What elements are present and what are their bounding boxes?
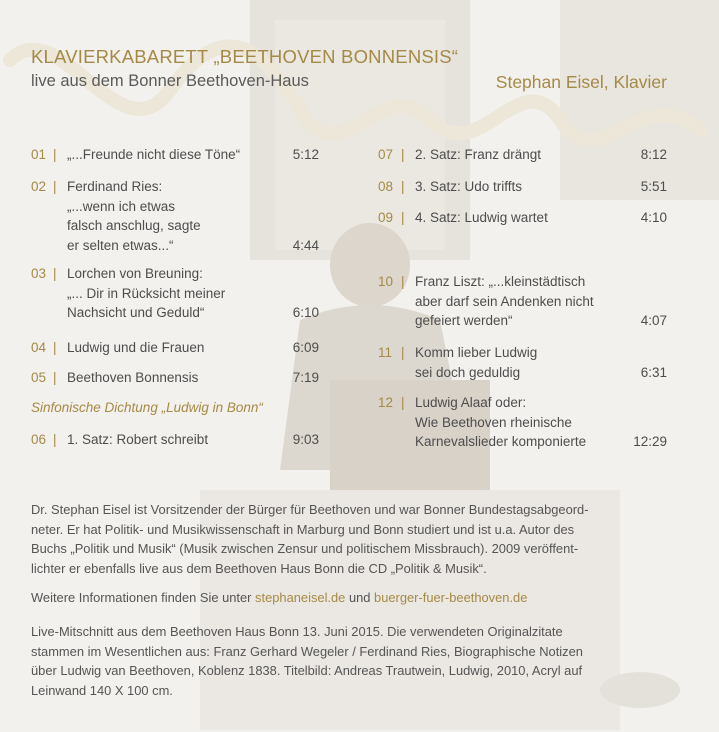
info-middle: und <box>345 590 375 605</box>
track-number: 02 <box>31 179 47 194</box>
track-title: 2. Satz: Franz drängt <box>415 147 542 162</box>
track-separator: | <box>53 432 57 447</box>
track-number: 04 <box>31 340 47 355</box>
track-duration: 9:03 <box>292 432 319 447</box>
track-number: 09 <box>378 210 394 225</box>
track-title: 3. Satz: Udo triffts <box>415 179 523 194</box>
track-title: Beethoven Bonnensis <box>67 370 199 385</box>
paragraph-line: neter. Er hat Politik- und Musikwissenschaft in Marburg und Bonn studiert und ist u.a. Autor des <box>31 521 575 537</box>
track-title: „...Freunde nicht diese Töne“ <box>67 147 241 162</box>
paragraph-line: Leinwand 140 X 100 cm. <box>31 682 173 698</box>
track-separator: | <box>401 147 405 162</box>
track-title: Franz Liszt: „...kleinstädtisch aber darf sein Andenken nicht gefeiert werden“ <box>415 274 594 328</box>
track-duration: 5:12 <box>292 147 319 162</box>
track-duration: 5:51 <box>640 179 667 194</box>
link-stephaneisel[interactable]: stephaneisel.de <box>255 590 346 605</box>
track-title: Ludwig und die Frauen <box>67 340 205 355</box>
bio-paragraph <box>31 500 671 578</box>
track-duration: 4:07 <box>640 313 667 328</box>
track-separator: | <box>401 274 405 289</box>
artist-credit: Stephan Eisel, Klavier <box>495 72 667 92</box>
track-separator: | <box>401 395 405 410</box>
track-separator: | <box>53 340 57 355</box>
track-duration: 4:10 <box>640 210 667 225</box>
track-duration: 6:10 <box>292 305 319 320</box>
paragraph-line: Live-Mitschnitt aus dem Beethoven Haus Bonn 13. Juni 2015. Die verwendeten Originalzitate <box>31 624 563 639</box>
track-duration: 6:09 <box>292 340 319 355</box>
paragraph-line: über Ludwig van Beethoven, Koblenz 1838. Titelbild: Andreas Trautwein, Ludwig, 2010, Acryl auf <box>31 663 583 679</box>
track-duration: 8:12 <box>640 147 667 162</box>
track-number: 08 <box>378 179 394 194</box>
track-title: Komm lieber Ludwig sei doch geduldig <box>415 345 538 380</box>
track-number: 10 <box>378 274 394 289</box>
track-number: 05 <box>31 370 47 385</box>
track-number: 06 <box>31 432 47 447</box>
track-number: 11 <box>378 345 393 360</box>
paragraph-line: stammen im Wesentlichen aus: Franz Gerhard Wegeler / Ferdinand Ries, Biographische Notizen <box>31 643 583 659</box>
link-buerger-fuer-beethoven[interactable]: buerger-fuer-beethoven.de <box>374 590 528 605</box>
track-number: 03 <box>31 266 47 281</box>
track-separator: | <box>53 370 57 385</box>
track-title: 1. Satz: Robert schreibt <box>67 432 209 447</box>
track-number: 12 <box>378 395 394 410</box>
info-line <box>31 588 671 608</box>
track-separator: | <box>401 179 405 194</box>
track-separator: | <box>53 179 57 194</box>
track-title: Lorchen von Breuning: „... Dir in Rücksicht meiner Nachsicht und Geduld“ <box>67 266 226 320</box>
track-number: 07 <box>378 147 394 162</box>
track-separator: | <box>53 147 57 162</box>
track-duration: 12:29 <box>633 434 667 449</box>
track-title: 4. Satz: Ludwig wartet <box>415 210 548 225</box>
section-title: Sinfonische Dichtung „Ludwig in Bonn“ <box>31 400 263 415</box>
paragraph-line: Dr. Stephan Eisel ist Vorsitzender der Bürger für Beethoven und war Bonner Bundestagsabgeord- <box>31 502 589 517</box>
track-duration: 4:44 <box>292 237 319 253</box>
track-separator: | <box>401 210 405 225</box>
credits-paragraph <box>31 622 671 700</box>
album-title: KLAVIERKABARETT „BEETHOVEN BONNENSIS“ <box>31 46 459 67</box>
track-title: Ludwig Alaaf oder: Wie Beethoven rheinische Karnevalslieder komponierte <box>415 395 587 449</box>
track-duration: 6:31 <box>640 364 667 380</box>
paragraph-line: lichter er ebenfalls live aus dem Beethoven Haus Bonn die CD „Politik & Musik“. <box>31 560 487 576</box>
track-duration: 7:19 <box>292 370 319 385</box>
track-number: 01 <box>31 147 47 162</box>
track-separator: | <box>53 266 57 281</box>
paragraph-line: Buchs „Politik und Musik“ (Musik zwischen Zensur und politischem Missbrauch). 2009 veröffent- <box>31 541 579 557</box>
info-prefix: Weitere Informationen finden Sie unter <box>31 590 256 605</box>
album-subtitle: live aus dem Bonner Beethoven-Haus <box>31 72 309 90</box>
track-title: Ferdinand Ries: „...wenn ich etwas falsch anschlug, sagte er selten etwas...“ <box>67 179 201 253</box>
track-separator: | <box>401 345 405 360</box>
